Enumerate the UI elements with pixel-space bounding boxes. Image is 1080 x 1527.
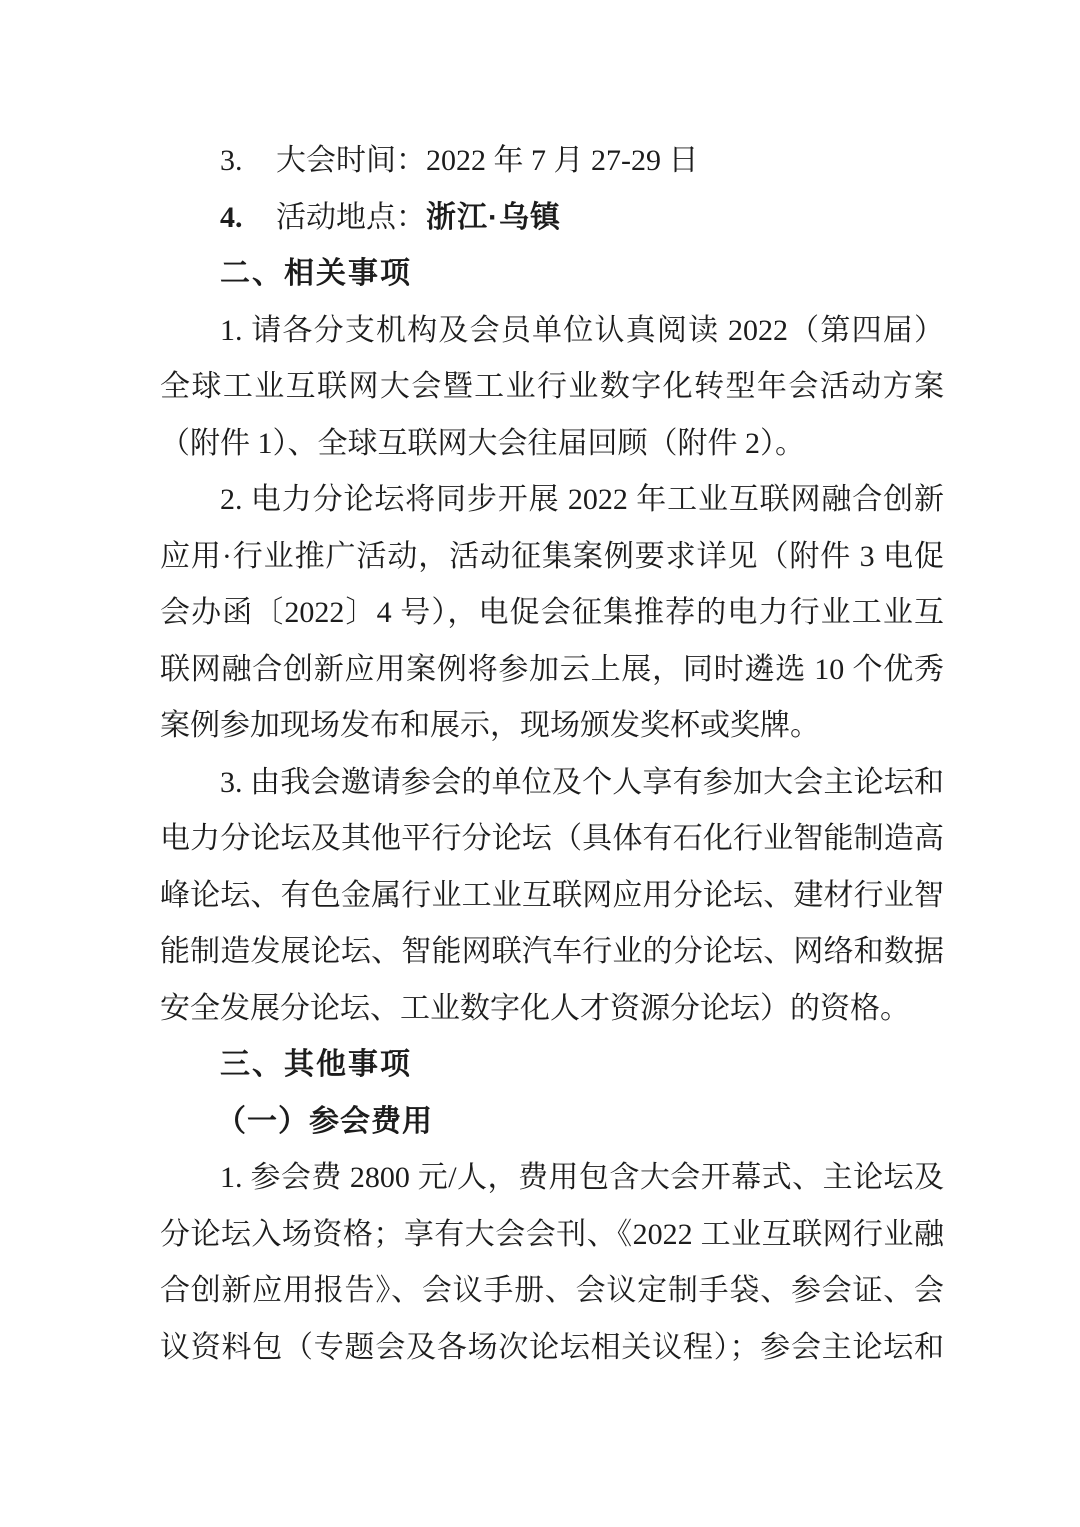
paragraph-fee-details: 1. 参会费 2800 元/人，费用包含大会开幕式、主论坛及分论坛入场资格；享有大会会刊、《2022 工业互联网行业融合创新应用报告》、会议手册、会议定制手袋、参会证、会议资料包（专题会及各场次论坛相关议程）；参会主论坛和 bbox=[160, 1161, 944, 1364]
meta-item-label: 活动地点： bbox=[276, 200, 426, 234]
meta-item-label: 大会时间： bbox=[276, 144, 426, 177]
paragraph-invited-qualification: 3. 由我会邀请参会的单位及个人享有参加大会主论坛和电力分论坛及其他平行分论坛（具体有石化行业智能制造高峰论坛、有色金属行业工业互联网应用分论坛、建材行业智能制造发展论坛、智能网联汽车行业的分论坛、网络和数据安全发展分论坛、工业数字化人才资源分论坛）的资格。 bbox=[160, 765, 944, 1025]
section-heading-other-matters: 三、其他事项 bbox=[220, 1048, 412, 1081]
section-heading-related-matters: 二、相关事项 bbox=[220, 257, 412, 290]
meta-item-time bbox=[160, 133, 944, 190]
meta-item-number: 3. bbox=[220, 144, 243, 177]
meta-item-value: 浙江·乌镇 bbox=[426, 200, 561, 234]
meta-item-value: 2022 年 7 月 27-29 日 bbox=[426, 144, 699, 177]
paragraph-read-plan: 1. 请各分支机构及会员单位认真阅读 2022（第四届）全球工业互联网大会暨工业行业数字化转型年会活动方案（附件 1）、全球互联网大会往届回顾（附件 2）。 bbox=[160, 313, 944, 460]
meta-item-number: 4. bbox=[220, 200, 243, 234]
meta-item-location bbox=[160, 190, 944, 247]
paragraph-power-subforum: 2. 电力分论坛将同步开展 2022 年工业互联网融合创新应用·行业推广活动，活动征集案例要求详见（附件 3 电促会办函〔2022〕4 号），电促会征集推荐的电力行业工业互联网融合创新应用案例将参加云上展，同时遴选 10 个优秀案例参加现场发布和展示，现场颁发奖杯或奖牌。 bbox=[160, 483, 944, 742]
subsection-heading-fees: （一）参会费用 bbox=[216, 1104, 433, 1138]
